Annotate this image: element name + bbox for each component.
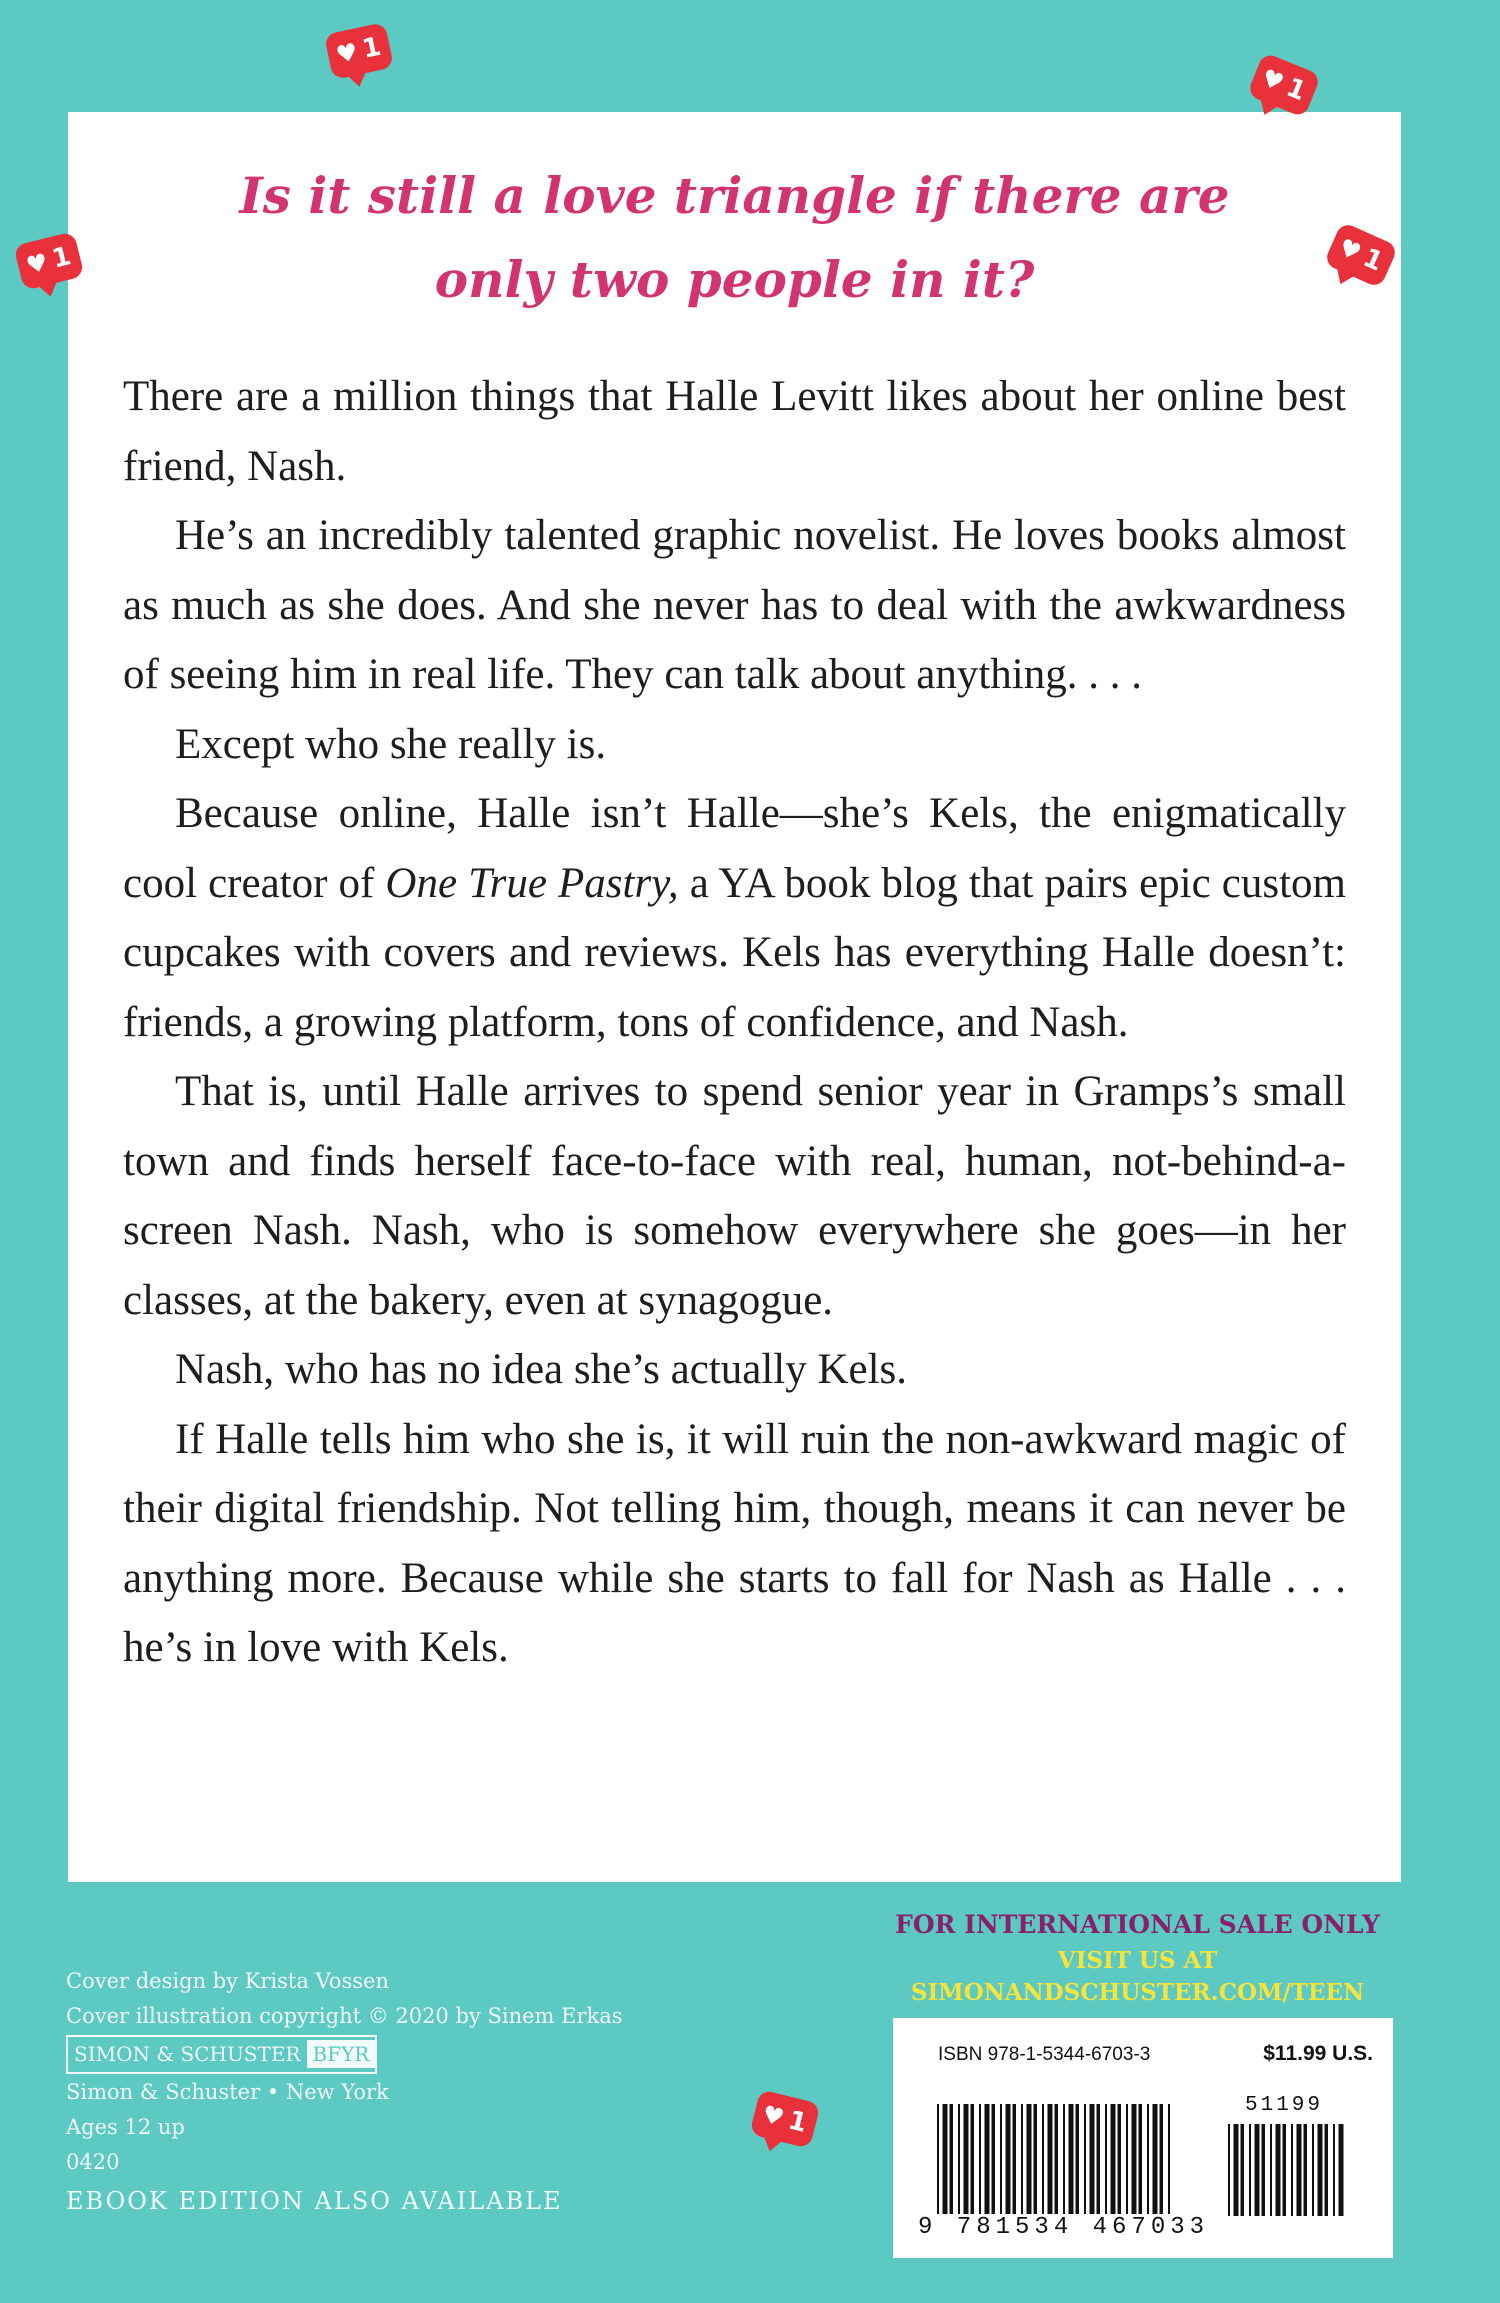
imprint-name: SIMON & SCHUSTER bbox=[74, 2042, 301, 2066]
tagline-line-2: only two people in it? bbox=[434, 250, 1035, 309]
price-label: $11.99 U.S. bbox=[1263, 2042, 1373, 2065]
imprint-logo bbox=[66, 2034, 623, 2075]
heart-icon: ♥ bbox=[23, 247, 51, 281]
heart-icon: ♥ bbox=[333, 37, 361, 70]
blurb-paragraph-2: He’s an incredibly talented graphic novelist. He loves books almost as much as she does. And she never has to deal with the awkwardness of seeing him in real life. They can talk about anything. . . . bbox=[123, 512, 1346, 698]
publisher-location: Simon & Schuster • New York bbox=[66, 2080, 389, 2104]
price-code-label: 51199 bbox=[1245, 2094, 1324, 2117]
blurb-panel bbox=[68, 112, 1401, 1882]
international-sale-notice: FOR INTERNATIONAL SALE ONLY bbox=[895, 1910, 1380, 1939]
like-badge: ♥ 1 bbox=[13, 231, 84, 291]
visit-us-label: VISIT US AT bbox=[1057, 1947, 1218, 1974]
tagline-line-1: Is it still a love triangle if there are bbox=[239, 166, 1230, 225]
tagline bbox=[68, 154, 1401, 322]
barcode-digits: 9 781534 467033 bbox=[918, 2214, 1210, 2241]
blurb-paragraph-1: There are a million things that Halle Levitt likes about her online best friend, Nash. bbox=[123, 373, 1346, 490]
like-badge: ♥ 1 bbox=[324, 22, 394, 80]
like-badge: ♥ 1 bbox=[749, 2089, 820, 2149]
blog-title: One True Pastry, bbox=[385, 859, 679, 907]
isbn-label: ISBN 978-1-5344-6703-3 bbox=[938, 2044, 1151, 2065]
like-badge: ♥ 1 bbox=[1247, 52, 1322, 118]
sales-info bbox=[880, 1905, 1395, 2009]
price-barcode bbox=[1228, 2124, 1348, 2224]
blurb-text bbox=[123, 362, 1346, 1683]
publisher-url: SIMONANDSCHUSTER.COM/TEEN bbox=[910, 1979, 1365, 2006]
blurb-paragraph-5: That is, until Halle arrives to spend senior year in Gramps’s small town and finds herself face-to-face with real, human, not-behind-a-screen Nash. Nash, who is somehow everywhere she goes—in her classes, at the bakery, even at synagogue. bbox=[123, 1068, 1346, 1324]
ebook-notice: EBOOK EDITION ALSO AVAILABLE bbox=[66, 2187, 563, 2215]
heart-icon: ♥ bbox=[759, 2099, 787, 2133]
blurb-p4-before: Because online, Halle isn’t Halle—she’s Kels, the enigmatically cool creator of bbox=[123, 790, 1346, 907]
heart-icon: ♥ bbox=[1334, 232, 1366, 268]
cover-credits bbox=[66, 1964, 623, 2219]
blurb-paragraph-6: Nash, who has no idea she’s actually Kels. bbox=[175, 1346, 908, 1393]
barcode-box bbox=[893, 2018, 1393, 2258]
blurb-paragraph-4 bbox=[123, 779, 1346, 1057]
print-code: 0420 bbox=[66, 2150, 120, 2174]
blurb-paragraph-3: Except who she really is. bbox=[175, 720, 607, 768]
imprint-tag: BFYR bbox=[307, 2040, 376, 2068]
cover-illustration-credit: Cover illustration copyright © 2020 by Sinem Erkas bbox=[66, 2004, 623, 2028]
blurb-paragraph-7: If Halle tells him who she is, it will ruin the non-awkward magic of their digital friendship. Not telling him, though, means it can never be anything more. Because while she starts to fall for Nash as Halle . . . he’s in love with Kels. bbox=[123, 1415, 1346, 1671]
like-badge: ♥ 1 bbox=[1323, 221, 1398, 288]
isbn-barcode bbox=[937, 2104, 1177, 2224]
cover-design-credit: Cover design by Krista Vossen bbox=[66, 1969, 389, 1993]
blurb-p4-after: a YA book blog that pairs epic custom cupcakes with covers and reviews. Kels has everything Halle doesn’t: friends, a growing platform, tons of confidence, and Nash. bbox=[123, 859, 1346, 1046]
age-range: Ages 12 up bbox=[66, 2115, 185, 2139]
heart-icon: ♥ bbox=[1257, 63, 1288, 98]
